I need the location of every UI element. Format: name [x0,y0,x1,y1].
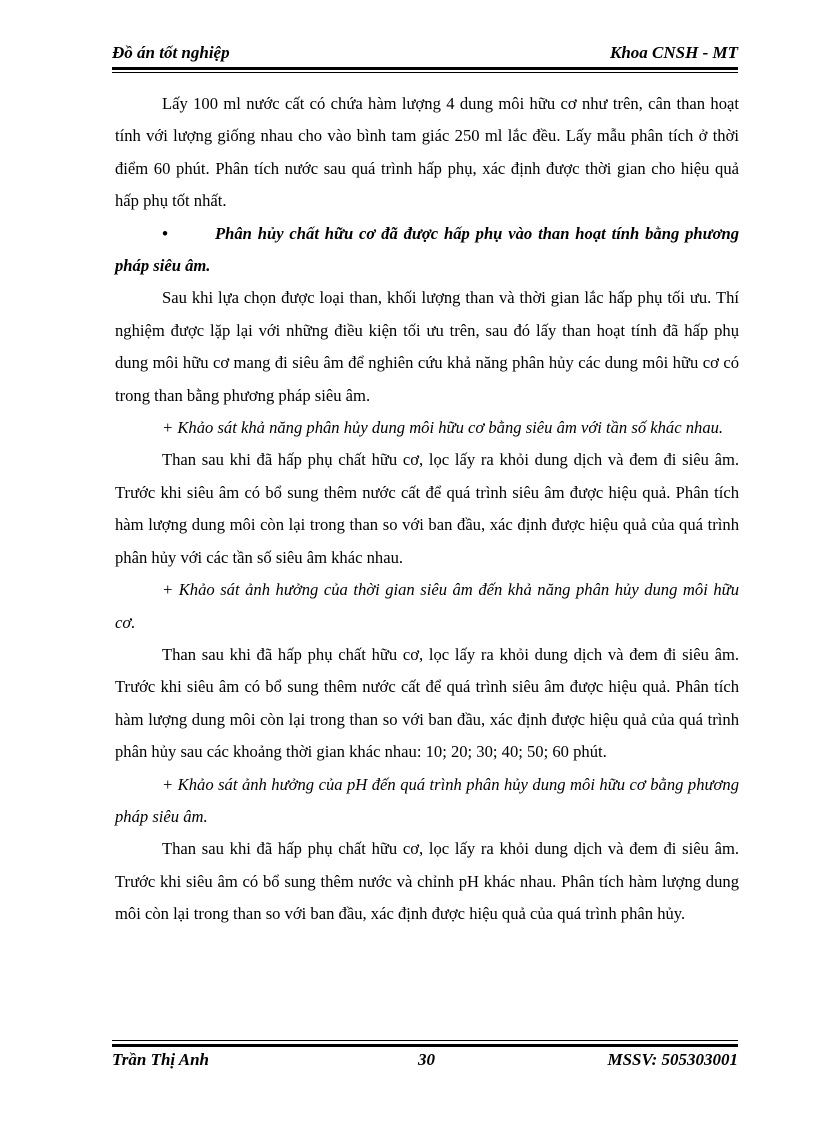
paragraph-4: Than sau khi đã hấp phụ chất hữu cơ, lọc lấy ra khỏi dung dịch và đem đi siêu âm. Trước khi siêu âm có bổ sung thêm nước cất để quá trình siêu âm được hiệu quả. Phân tích hàm lượng dung môi còn lại trong than so với ban đầu, xác định được hiệu quả của quá trình phân hủy sau các khoảng thời gian khác nhau: 10; 20; 30; 40; 50; 60 phút. [115,644,739,762]
bullet-icon: • [162,223,168,243]
document-body [115,88,739,931]
header-department: Khoa CNSH - MT [610,43,738,62]
footer-rule-thin [112,1040,738,1041]
subheading-1: + Khảo sát khả năng phân hủy dung môi hữu cơ bằng siêu âm với tần số khác nhau. [162,418,724,438]
header-rule [112,67,738,70]
subheading-2: + Khảo sát ảnh hưởng của thời gian siêu âm đến khả năng phân hủy dung môi hữu cơ. [115,580,739,632]
subheading-3: + Khảo sát ảnh hưởng của pH đến quá trình phân hủy dung môi hữu cơ bằng phương pháp siêu âm. [115,774,739,826]
page-footer [112,1050,738,1074]
header-title: Đồ án tốt nghiệp [112,43,230,62]
page-number: 30 [418,1050,435,1069]
footer-student-id: MSSV: 505303001 [607,1050,738,1069]
footer-author: Trần Thị Anh [112,1050,210,1069]
paragraph-2: Sau khi lựa chọn được loại than, khối lượng than và thời gian lắc hấp phụ tối ưu. Thí nghiệm được lặp lại với những điều kiện tối ưu trên, sau đó lấy than hoạt tính đã hấp phụ dung môi hữu cơ mang đi siêu âm để nghiên cứu khả năng phân hủy các dung môi hữu cơ có trong than bằng phương pháp siêu âm. [115,288,739,405]
header-rule-thin [112,72,738,73]
page-header [112,40,738,68]
paragraph-3: Than sau khi đã hấp phụ chất hữu cơ, lọc lấy ra khỏi dung dịch và đem đi siêu âm. Trước khi siêu âm có bổ sung thêm nước cất để quá trình siêu âm được hiệu quả. Phân tích hàm lượng dung môi còn lại trong than so với ban đầu, xác định được hiệu quả của quá trình phân hủy với các tần số siêu âm khác nhau. [115,450,739,567]
bullet-heading-text: Phân hủy chất hữu cơ đã được hấp phụ vào than hoạt tính bằng phương pháp siêu âm. [115,223,739,276]
paragraph-1: Lấy 100 ml nước cất có chứa hàm lượng 4 dung môi hữu cơ như trên, cân than hoạt tính với lượng giống nhau cho vào bình tam giác 250 ml lắc đều. Lấy mẫu phân tích ở thời điểm 60 phút. Phân tích nước sau quá trình hấp phụ, xác định được thời gian cho hiệu quả hấp phụ tốt nhất. [115,94,739,211]
bullet-heading [115,218,739,283]
paragraph-5: Than sau khi đã hấp phụ chất hữu cơ, lọc lấy ra khỏi dung dịch và đem đi siêu âm. Trước khi siêu âm có bổ sung thêm nước và chỉnh pH khác nhau. Phân tích hàm lượng dung môi còn lại trong than so với ban đầu, xác định được hiệu quả của quá trình phân hủy. [115,839,739,924]
footer-rule [112,1044,738,1047]
